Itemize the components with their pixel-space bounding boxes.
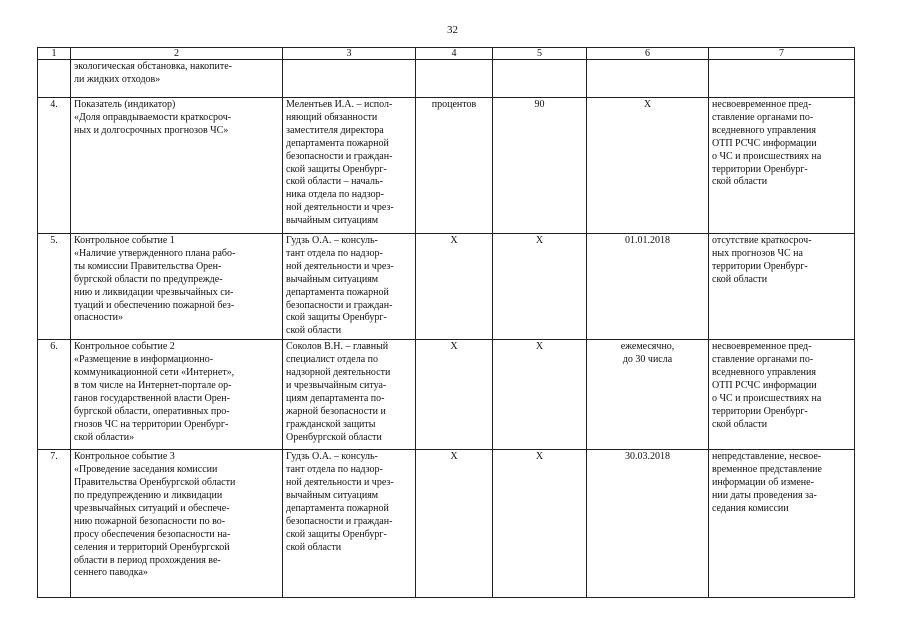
value-cell: Х [493, 340, 587, 450]
value-cell: 90 [493, 98, 587, 234]
indicator-cell: экологическая обстановка, накопите- ли жидких отходов» [71, 60, 283, 98]
unit-cell: процентов [416, 98, 493, 234]
value-cell: Х [493, 234, 587, 340]
column-header: 3 [283, 48, 416, 60]
row-number: 4. [38, 98, 71, 234]
table-row [38, 98, 855, 234]
indicator-cell: Контрольное событие 1 «Наличие утвержденного плана рабо- ты комиссии Правительства Орен- бургской области по предупрежде- нию и ликвидации чрезвычайных си- туаций и обеспечению пожарной без- опасности» [71, 234, 283, 340]
row-number: 5. [38, 234, 71, 340]
risk-cell: отсутствие краткосроч- ных прогнозов ЧС на территории Оренбург- ской области [709, 234, 855, 340]
indicator-cell: Показатель (индикатор) «Доля оправдываемости краткосроч- ных и долгосрочных прогнозов ЧС» [71, 98, 283, 234]
responsible-cell: Соколов В.Н. – главный специалист отдела по надзорной деятельности и чрезвычайным ситуа- циям департамента по- жарной безопасности и гражданской защиты Оренбургской области [283, 340, 416, 450]
header-row [38, 48, 855, 60]
column-header: 7 [709, 48, 855, 60]
column-header: 5 [493, 48, 587, 60]
unit-cell: Х [416, 340, 493, 450]
responsible-cell: Мелентьев И.А. – испол- няющий обязанности заместителя директора департамента пожарной безопасности и граждан- ской защиты Оренбург- ской области – началь- ника отдела по надзор- ной деятельности и чрез- вычайным ситуациям [283, 98, 416, 234]
column-header: 6 [587, 48, 709, 60]
control-events-table [37, 47, 855, 598]
responsible-cell: Гудзь О.А. – консуль- тант отдела по надзор- ной деятельности и чрез- вычайным ситуациям департамента пожарной безопасности и граждан- ской защиты Оренбург- ской области [283, 234, 416, 340]
table-row-continuation [38, 60, 855, 98]
date-cell: 30.03.2018 [587, 450, 709, 598]
date-cell: 01.01.2018 [587, 234, 709, 340]
column-header: 1 [38, 48, 71, 60]
risk-cell: несвоевременное пред- ставление органами по- вседневного управления ОТП РСЧС информации о ЧС и происшествиях на территории Оренбург- ской области [709, 340, 855, 450]
risk-cell: непредставление, несвое- временное представление информации об измене- нии даты проведения за- седания комиссии [709, 450, 855, 598]
date-cell: Х [587, 98, 709, 234]
table-row [38, 234, 855, 340]
column-header: 2 [71, 48, 283, 60]
page-number: 32 [447, 24, 458, 36]
responsible-cell: Гудзь О.А. – консуль- тант отдела по надзор- ной деятельности и чрез- вычайным ситуациям департамента пожарной безопасности и граждан- ской защиты Оренбург- ской области [283, 450, 416, 598]
indicator-cell: Контрольное событие 3 «Проведение заседания комиссии Правительства Оренбургской области по предупреждению и ликвидации чрезвычайных ситуаций и обеспече- нию пожарной безопасности по во- просу обеспечения безопасности на- селения и территорий Оренбургской области в период прохождения ве- сеннего паводка» [71, 450, 283, 598]
value-cell: Х [493, 450, 587, 598]
table-row [38, 340, 855, 450]
unit-cell: Х [416, 234, 493, 340]
row-number: 6. [38, 340, 71, 450]
risk-cell: несвоевременное пред- ставление органами по- вседневного управления ОТП РСЧС информации о ЧС и происшествиях на территории Оренбург- ской области [709, 98, 855, 234]
date-cell: ежемесячно, до 30 числа [587, 340, 709, 450]
indicator-cell: Контрольное событие 2 «Размещение в информационно- коммуникационной сети «Интернет», в том числе на Интернет-портале ор- ганов государственной власти Орен- бургской области, оперативных про- гнозов ЧС на территории Оренбург- ской области» [71, 340, 283, 450]
table-row [38, 450, 855, 598]
unit-cell: Х [416, 450, 493, 598]
row-number: 7. [38, 450, 71, 598]
column-header: 4 [416, 48, 493, 60]
